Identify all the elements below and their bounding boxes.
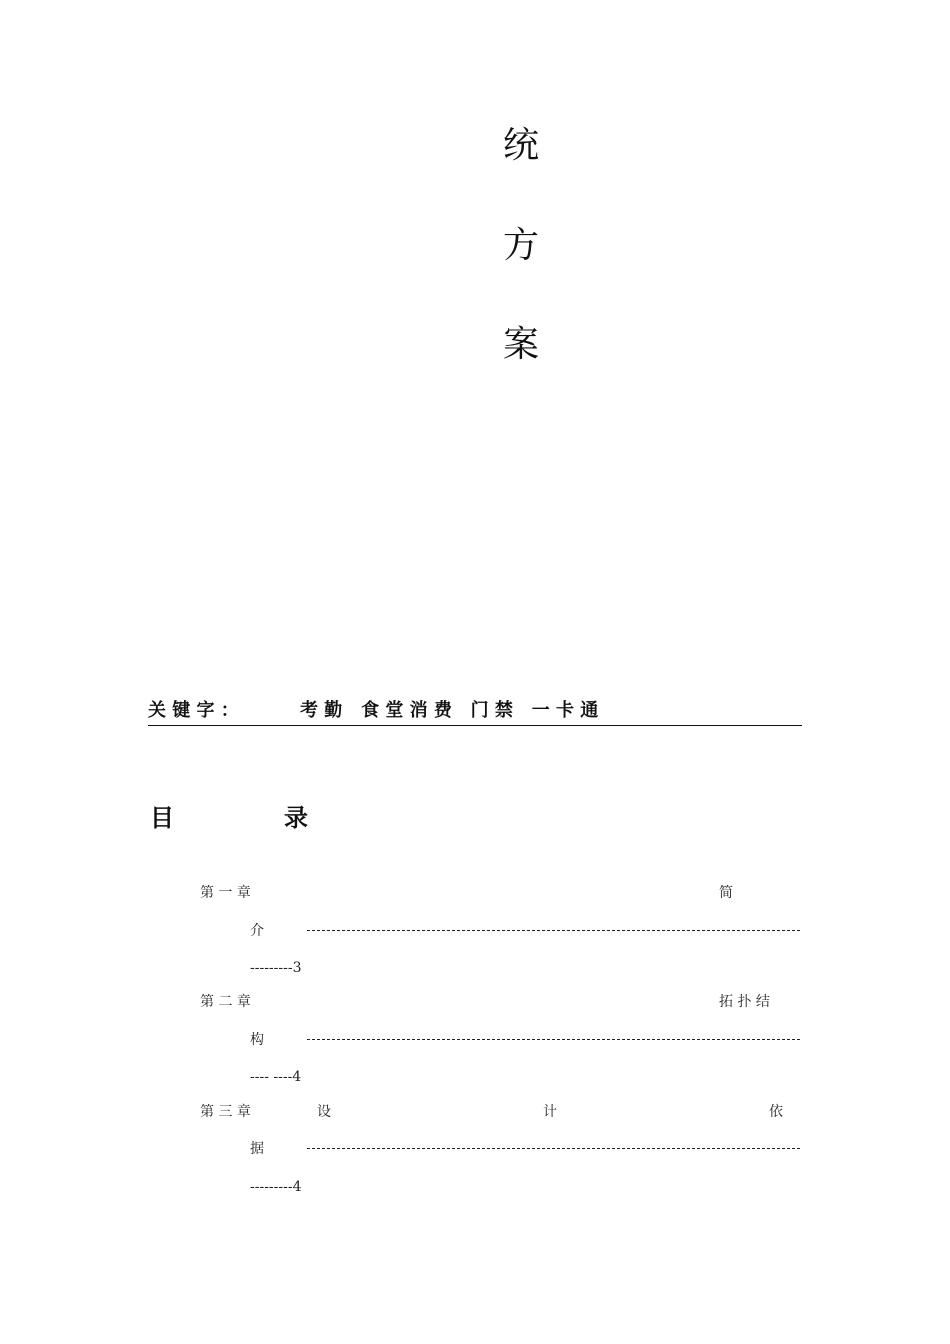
toc-entry-1-chapter[interactable]: 第 一 章 [200, 885, 251, 901]
toc-entry-3-title-a2[interactable]: 计 [543, 1104, 557, 1120]
toc-entry-3-chapter[interactable]: 第 三 章 [200, 1104, 251, 1120]
toc-entry-3-title-b[interactable]: 据 [250, 1141, 264, 1157]
cover-title-char-2: 方 [503, 225, 540, 266]
toc-entry-2-leader [307, 1039, 800, 1040]
keywords-terms: 考 勤 食 堂 消 费 门 禁 一 卡 通 [300, 700, 599, 721]
toc-entry-1-title-b[interactable]: 介 [250, 923, 264, 939]
keywords-label: 关 键 字 ： [148, 700, 239, 721]
toc-heading-right: 录 [284, 803, 308, 832]
toc-entry-3-title-a3[interactable]: 依 [769, 1104, 783, 1120]
toc-entry-2-chapter[interactable]: 第 二 章 [200, 994, 251, 1010]
toc-entry-3-page[interactable]: ---------4 [250, 1179, 302, 1195]
cover-title-char-3: 案 [503, 324, 540, 365]
keywords-underline [148, 725, 802, 726]
toc-entry-2-title-a[interactable]: 拓 扑 结 [719, 994, 770, 1010]
toc-entry-3-leader [307, 1148, 800, 1149]
toc-entry-1-leader [307, 930, 800, 931]
toc-entry-3-title-a1[interactable]: 设 [317, 1104, 331, 1120]
toc-entry-2-title-b[interactable]: 构 [250, 1032, 264, 1048]
toc-entry-1-title-a[interactable]: 简 [719, 885, 733, 901]
toc-heading-left: 目 [150, 803, 174, 832]
toc-entry-1-page[interactable]: ---------3 [250, 960, 302, 976]
toc-entry-2-page[interactable]: ---- ----4 [250, 1069, 302, 1085]
cover-title-char-1: 统 [503, 125, 540, 166]
